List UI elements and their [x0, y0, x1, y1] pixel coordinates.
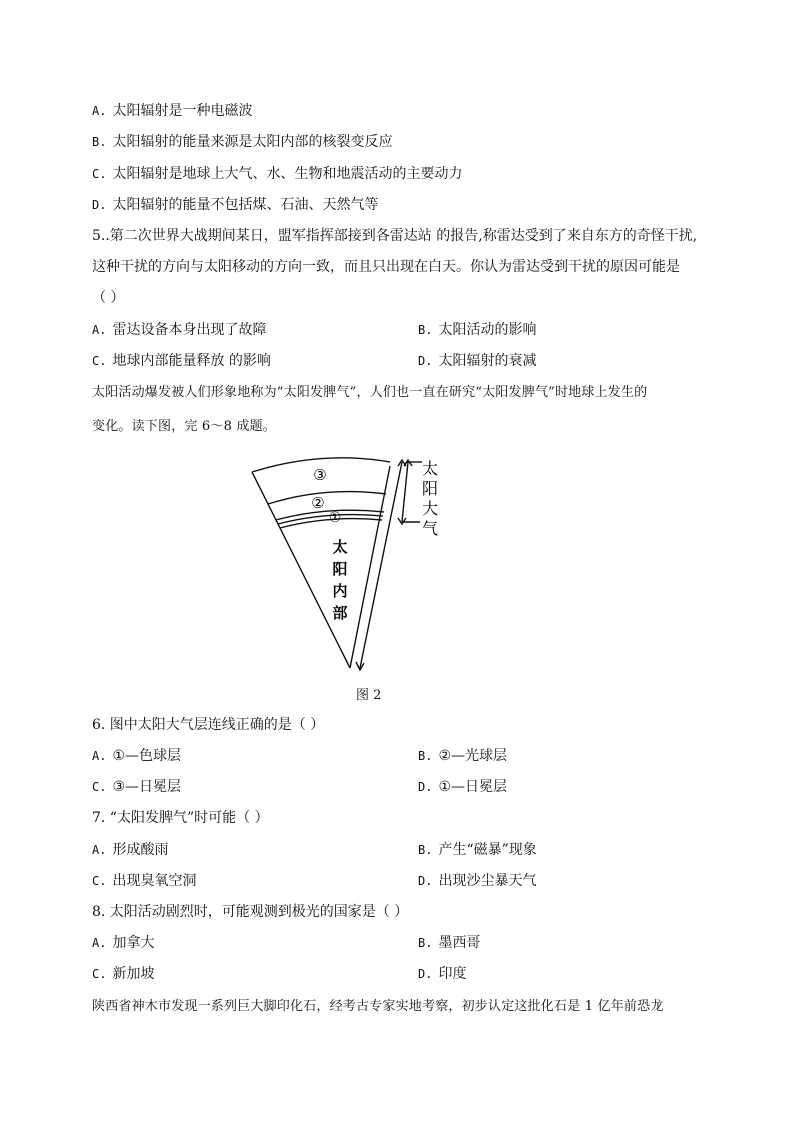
- interior-char-2: 阳: [332, 560, 348, 578]
- atmosphere-arrow-line: [402, 462, 408, 522]
- layer-1-label: ①: [328, 510, 342, 526]
- q5-option-d: D. 太阳辐射的衰减: [418, 353, 537, 369]
- q5-option-a: A. 雷达设备本身出现了故障: [92, 322, 267, 338]
- intro-line-1: 太阳活动爆发被人们形象地称为“太阳发脾气”，人们也一直在研究“太阳发脾气”时地球上发生的: [92, 385, 648, 400]
- sector-right-edge: [350, 466, 390, 668]
- q6-option-b: B. ②—光球层: [418, 748, 508, 764]
- q8-stem: 8. 太阳活动剧烈时，可能观测到极光的国家是（ ）: [92, 904, 409, 920]
- q8-option-c: C. 新加坡: [92, 966, 155, 982]
- q6-option-d: D. ①—日冕层: [418, 779, 508, 795]
- q4-option-b: B. 太阳辐射的能量来源是太阳内部的核裂变反应: [92, 134, 393, 150]
- atmosphere-char-4: 气: [421, 519, 439, 538]
- figure-caption: 图 2: [356, 688, 382, 703]
- q6-option-a: A. ①—色球层: [92, 748, 182, 764]
- q6-stem: 6. 图中太阳大气层连线正确的是（ ）: [92, 717, 325, 733]
- q5-answer-bracket: （ ）: [92, 290, 125, 306]
- q5-stem-line-1: 5..第二次世界大战期间某日，盟军指挥部接到各雷达站 的报告,称雷达受到了来自东方的奇怪干扰,: [92, 228, 698, 244]
- interior-char-3: 内: [332, 582, 348, 600]
- layer-3-label: ③: [313, 466, 327, 484]
- q4-option-d: D. 太阳辐射的能量不包括煤、石油、天然气等: [92, 197, 379, 213]
- q4-option-c: C. 太阳辐射是地球上大气、水、生物和地震活动的主要动力: [92, 166, 463, 182]
- interior-char-1: 太: [332, 538, 348, 556]
- q5-stem-line-2: 这种干扰的方向与太阳移动的方向一致，而且只出现在白天。你认为雷达受到干扰的原因可能是: [92, 259, 680, 275]
- arc-3-2: [268, 492, 386, 504]
- q7-option-c: C. 出现臭氧空洞: [92, 873, 197, 889]
- q5-option-b: B. 太阳活动的影响: [418, 322, 537, 338]
- q8-option-a: A. 加拿大: [92, 935, 155, 951]
- outro-line-1: 陕西省神木市发现一系列巨大脚印化石，经考古专家实地考察，初步认定这批化石是 1 亿年前恐龙: [92, 999, 664, 1014]
- q7-option-d: D. 出现沙尘暴天气: [418, 873, 537, 889]
- q5-option-c: C. 地球内部能量释放 的影响: [92, 353, 271, 369]
- intro-line-2: 变化。读下图，完 6～8 成题。: [92, 419, 277, 434]
- atmosphere-char-3: 大: [421, 499, 439, 518]
- layer-2-label: ②: [311, 494, 325, 512]
- sun-structure-diagram: [230, 456, 450, 686]
- q8-option-d: D. 印度: [418, 966, 467, 982]
- interior-char-4: 部: [332, 604, 348, 622]
- atmosphere-char-1: 太: [421, 459, 439, 478]
- q8-option-b: B. 墨西哥: [418, 935, 481, 951]
- atmosphere-char-2: 阳: [421, 479, 439, 498]
- q6-option-c: C. ③—日冕层: [92, 779, 182, 795]
- q7-option-b: B. 产生“磁暴”现象: [418, 842, 537, 858]
- q7-stem: 7. “太阳发脾气”时可能（ ）: [92, 810, 269, 826]
- q7-option-a: A. 形成酸雨: [92, 842, 169, 858]
- q4-option-a: A. 太阳辐射是一种电磁波: [92, 103, 253, 119]
